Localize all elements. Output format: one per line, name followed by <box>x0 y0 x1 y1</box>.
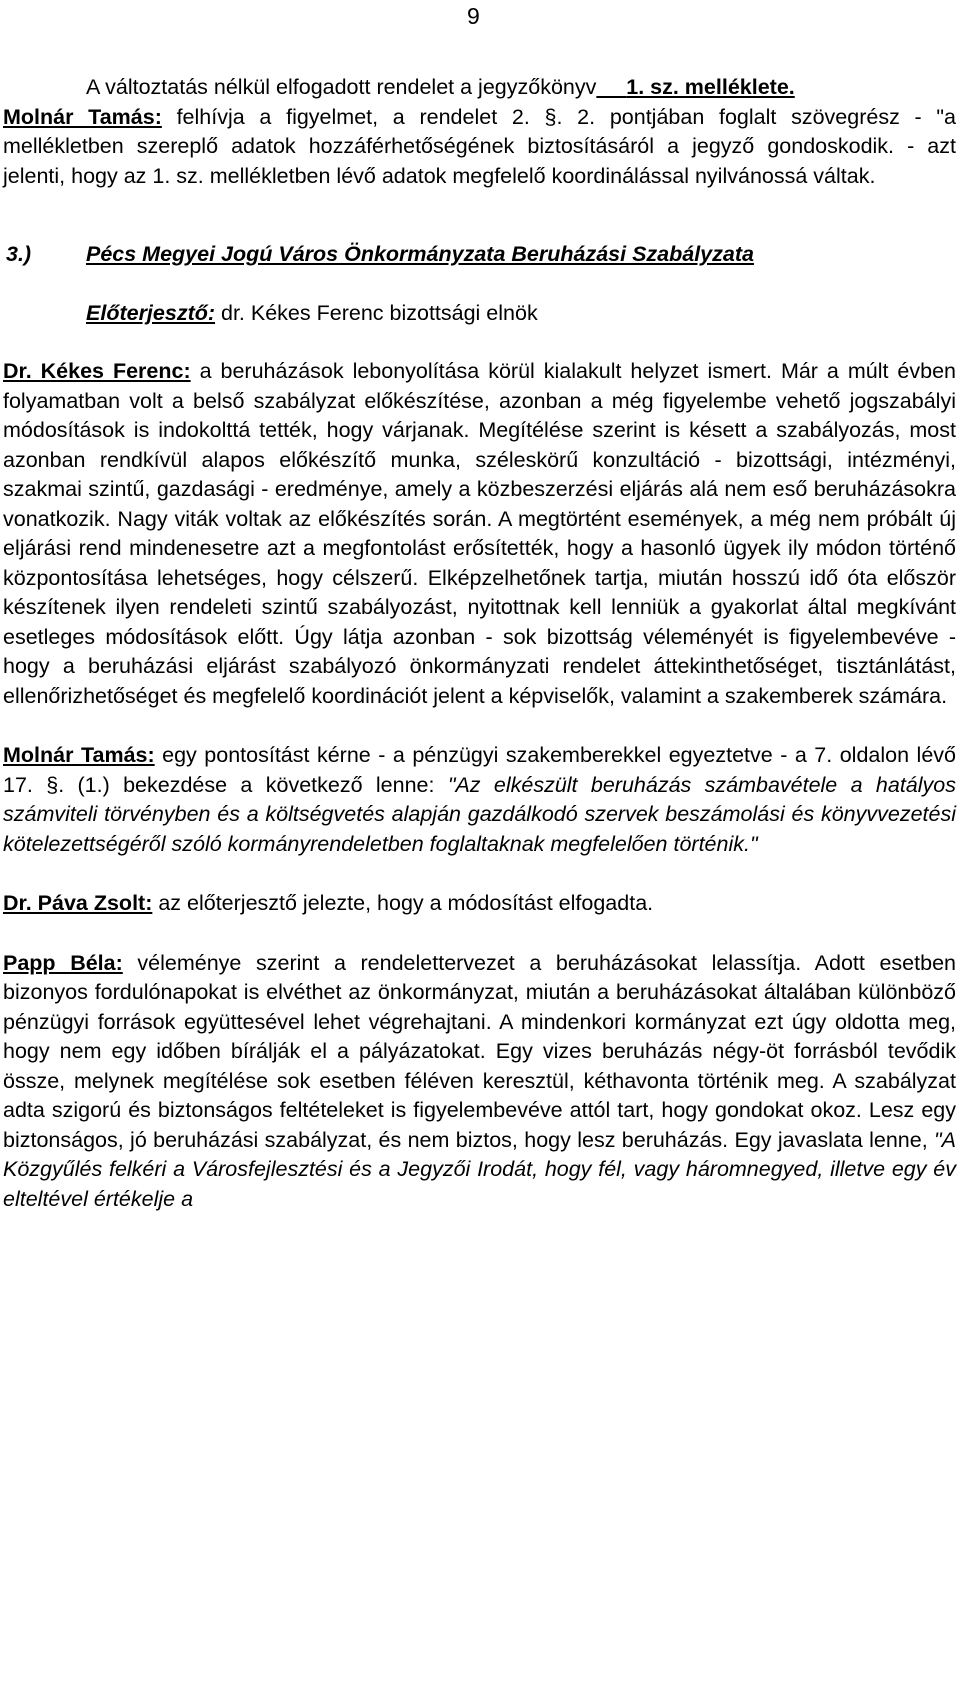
paragraph-molnar-2 <box>3 741 956 859</box>
document-body <box>3 73 956 1214</box>
presenter-line <box>3 299 956 329</box>
speaker-name: Papp Béla: <box>3 950 123 975</box>
annex-reference: 1. sz. melléklete. <box>626 75 795 99</box>
speech-text: a beruházások lebonyolítása körül kialakult helyzet ismert. Már a múlt évben folyamatban volt a belső szabályzat előkészítése, azonban a még figyelembe vehető jogszabályi módosítások is indokolttá tették, hogy várjanak. Megítélése szerint is késett a szabályozás, most azonban rendkívül alapos előkészítő munka, széleskörű konzultáció - bizottsági, intézményi, szakmai szintű, gazdasági - eredménye, amely a közbeszerzési eljárás alá nem eső beruházásokra vonatkozik. Nagy viták voltak az előkészítés során. A megtörtént események, a még nem próbált új eljárási rend mindenesetre azt a megfontolást erősítették, hogy a hasonló ügyek ily módon történő központosítása lehetséges, hogy célszerű. Elképzelhetőnek tartja, miután hosszú idő óta először készítenek ilyen rendeleti szintű szabályozást, nyitottnak kell lenniük a gyakorlat által megkívánt esetleges módosítások előtt. Úgy látja azonban - sok bizottság véleményét is figyelembevéve - hogy a beruházási eljárást szabályozó önkormányzati rendelet áttekinthetőséget, tisztánlátást, ellenőrizhetőséget és megfelelő koordinációt jelent a képviselők, valamint a szakemberek számára. <box>3 359 956 708</box>
adoption-text: A változtatás nélkül elfogadott rendelet a jegyzőkönyv <box>86 75 597 99</box>
paragraph-kekes <box>3 357 956 711</box>
agenda-heading <box>3 240 956 270</box>
speaker-name: Molnár Tamás: <box>3 104 162 129</box>
speech-text: felhívja a figyelmet, a rendelet 2. §. 2. pontjában foglalt szövegrész - "a mellékletben szereplő adatok hozzáférhetőségének biztosításáról a jegyző gondoskodik. - azt jelenti, hogy az 1. sz. mellékletben lévő adatok megfelelő koordinálással nyilvánossá váltak. <box>3 104 956 188</box>
paragraph-papp <box>3 949 956 1215</box>
speech-text: az előterjesztő jelezte, hogy a módosítást elfogadta. <box>152 891 654 915</box>
speaker-name: Molnár Tamás: <box>3 743 155 767</box>
paragraph-adoption <box>3 73 956 103</box>
quoted-amendment: "Az elkészült beruházás számbavétele a hatályos számviteli törvényben és a költségvetés alapján gazdálkodó szervek beszámolási és könyvvezetési kötelezettségéről szóló kormányrendeletben foglaltaknak megfelelően történik." <box>3 772 956 856</box>
paragraph-pava <box>3 889 956 919</box>
quoted-proposal: "A Közgyűlés felkéri a Városfejlesztési és a Jegyzői Irodát, hogy fél, vagy háromnegyed, illetve egy év elteltével értékelje a <box>3 1127 956 1211</box>
speech-text: véleménye szerint a rendelettervezet a beruházásokat lelassítja. Adott esetben bizonyos fordulónapokat is elvéthet az önkormányzat, miután a beruházásokat általában különböző pénzügyi források együttesével lehet végrehajtani. A mindenkori kormányzat ezt úgy oldotta meg, hogy nem egy időben bírálják el a pályázatokat. Egy vizes beruházás négy-öt forrásból tevődik össze, melynek megítélése sok esetben féléven keresztül, kéthavonta történik meg. A szabályzat adta szigorú és biztonságos feltételeket is figyelembevéve attól tart, hogy gondokat okoz. Lesz egy biztonságos, jó beruházási szabályzat, és nem biztos, hogy lesz beruházás. Egy javaslata lenne, <box>3 950 956 1152</box>
agenda-title: Pécs Megyei Jogú Város Önkormányzata Beruházási Szabályzata <box>86 242 754 266</box>
speech-text: egy pontosítást kérne - a pénzügyi szakemberekkel egyeztetve - a 7. oldalon lévő 17. §. (1.) bekezdése a következő lenne: <box>3 743 956 797</box>
page-number: 9 <box>467 3 480 29</box>
presenter-name: dr. Kékes Ferenc bizottsági elnök <box>215 300 538 325</box>
presenter-label: Előterjesztő: <box>86 300 216 325</box>
speaker-name: Dr. Páva Zsolt: <box>3 891 153 915</box>
speaker-name: Dr. Kékes Ferenc: <box>3 359 191 383</box>
agenda-number: 3.) <box>6 242 32 266</box>
paragraph-molnar-1 <box>3 103 956 192</box>
